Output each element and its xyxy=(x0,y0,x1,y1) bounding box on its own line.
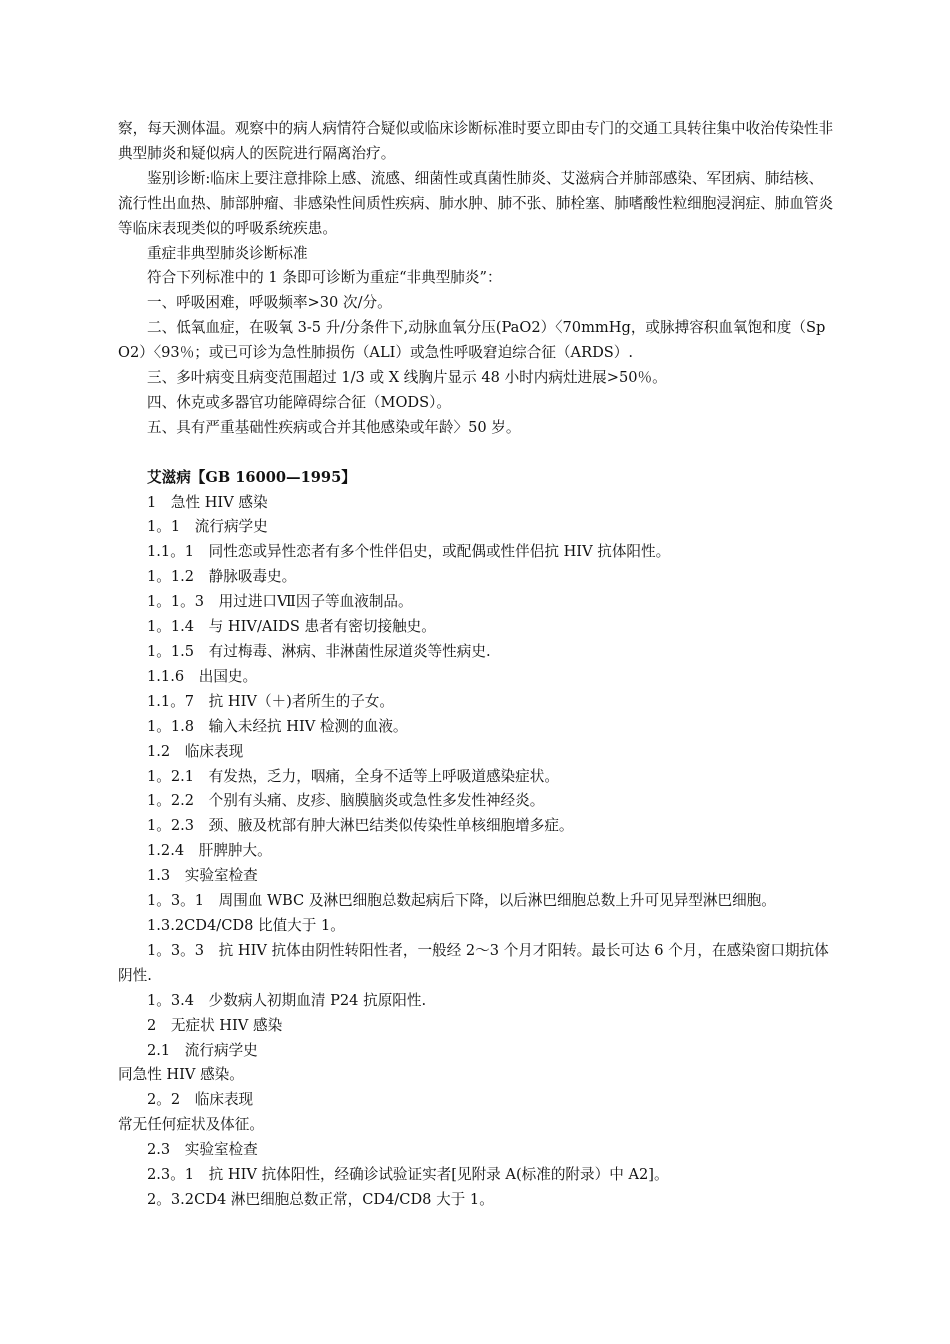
paragraph: 1.1.6 出国史。 xyxy=(147,667,258,685)
aids-diagnosis-section xyxy=(118,491,834,1213)
paragraph: 1.1。1 同性恋或异性恋者有多个性伴侣史，或配偶或性伴侣抗 HIV 抗体阳性。 xyxy=(147,543,671,561)
paragraph: 1。3。1 周围血 WBC 及淋巴细胞总数起病后下降，以后淋巴细胞总数上升可见异型淋巴细胞。 xyxy=(147,892,776,910)
paragraph: 常无任何症状及体征。 xyxy=(118,1116,264,1134)
sars-diagnosis-section xyxy=(118,117,834,441)
paragraph: 2.1 流行病学史 xyxy=(147,1041,258,1059)
paragraph: 同急性 HIV 感染。 xyxy=(118,1066,244,1084)
paragraph: 1.2 临床表现 xyxy=(147,742,244,760)
paragraph: 1。1.5 有过梅毒、淋病、非淋菌性尿道炎等性病史. xyxy=(147,643,491,661)
paragraph: 重症非典型肺炎诊断标准 xyxy=(147,244,308,262)
paragraph: 一、呼吸困难，呼吸频率>30 次/分。 xyxy=(147,294,392,312)
paragraph: 察，每天测体温。观察中的病人病情符合疑似或临床诊断标准时要立即由专门的交通工具转往集中收治传染性非典型肺炎和疑似病人的医院进行隔离治疗。 xyxy=(118,120,834,162)
paragraph: 四、休克或多器官功能障碍综合征（MODS）。 xyxy=(147,393,451,411)
paragraph: 1.3 实验室检查 xyxy=(147,867,258,885)
paragraph: 1。3.4 少数病人初期血清 P24 抗原阳性. xyxy=(147,991,427,1009)
section-spacer xyxy=(118,441,834,466)
paragraph: 2。3.2CD4 淋巴细胞总数正常，CD4/CD8 大于 1。 xyxy=(147,1190,494,1208)
paragraph: 三、多叶病变且病变范围超过 1/3 或 X 线胸片显示 48 小时内病灶进展>50％。 xyxy=(147,369,667,387)
paragraph: 2.3 实验室检查 xyxy=(147,1141,258,1159)
paragraph: 2.3。1 抗 HIV 抗体阳性，经确诊试验证实者[见附录 A(标准的附录）中 A2]。 xyxy=(147,1166,669,1184)
document-page xyxy=(118,117,834,1213)
paragraph: 符合下列标准中的 1 条即可诊断为重症“非典型肺炎”： xyxy=(147,269,502,287)
paragraph: 鉴别诊断:临床上要注意排除上感、流感、细菌性或真菌性肺炎、艾滋病合并肺部感染、军团病、肺结核、流行性出血热、肺部肿瘤、非感染性间质性疾病、肺水肿、肺不张、肺栓塞、肺嗜酸性粒细胞浸润症、肺血管炎等临床表现类似的呼吸系统疾患。 xyxy=(118,169,834,237)
paragraph: 1。2.2 个别有头痛、皮疹、脑膜脑炎或急性多发性神经炎。 xyxy=(147,792,545,810)
paragraph: 1.3.2CD4/CD8 比值大于 1。 xyxy=(147,916,345,934)
paragraph: 1。1。3 用过进口Ⅶ因子等血液制品。 xyxy=(147,593,413,611)
paragraph: 1。1.8 输入未经抗 HIV 检测的血液。 xyxy=(147,717,408,735)
paragraph: 1。1.2 静脉吸毒史。 xyxy=(147,568,297,586)
paragraph: 2 无症状 HIV 感染 xyxy=(147,1016,283,1034)
paragraph: 1。3。3 抗 HIV 抗体由阴性转阳性者，一般经 2～3 个月才阳转。最长可达 6 个月，在感染窗口期抗体阴性. xyxy=(118,941,829,984)
paragraph: 1。1 流行病学史 xyxy=(147,518,268,536)
paragraph: 1.2.4 肝脾肿大。 xyxy=(147,842,272,860)
aids-section-heading: 艾滋病【GB 16000—1995】 xyxy=(147,468,356,486)
paragraph: 1.1。7 抗 HIV（＋)者所生的子女。 xyxy=(147,692,394,710)
paragraph: 1。2.3 颈、腋及枕部有肿大淋巴结类似传染性单核细胞增多症。 xyxy=(147,817,574,835)
paragraph: 五、具有严重基础性疾病或合并其他感染或年龄〉50 岁。 xyxy=(147,418,521,436)
paragraph: 1 急性 HIV 感染 xyxy=(147,493,268,511)
paragraph: 二、低氧血症，在吸氧 3-5 升/分条件下,动脉血氧分压(PaO2）〈70mmHg，或脉搏容积血氧饱和度（SpO2）〈93％；或已可诊为急性肺损伤（ALI）或急性呼吸窘迫综合征（ARDS）. xyxy=(118,319,826,362)
paragraph: 1。2.1 有发热，乏力，咽痛，全身不适等上呼吸道感染症状。 xyxy=(147,767,559,785)
paragraph: 1。1.4 与 HIV/AIDS 患者有密切接触史。 xyxy=(147,618,436,636)
paragraph: 2。2 临床表现 xyxy=(147,1091,254,1109)
